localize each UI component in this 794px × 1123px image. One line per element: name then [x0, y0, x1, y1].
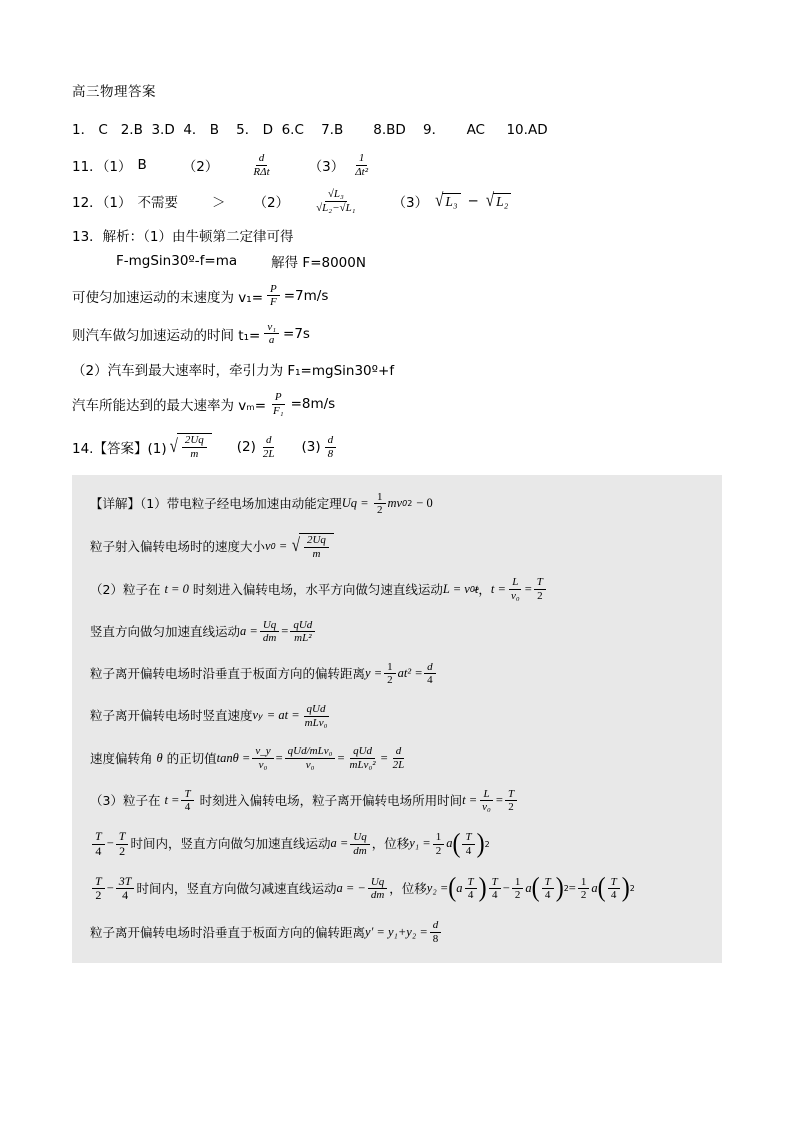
q12-answer-1: 不需要 [137, 195, 179, 212]
question-11 [72, 152, 722, 178]
q12-answer-1b: ＞ [212, 195, 226, 212]
q13-frac-pf: $\frac{P}{F}$ [267, 283, 280, 309]
q11-fraction-2: $\frac{d}{\text{RΔt}}$ [253, 152, 270, 178]
q12-sqrt-a: √ L₃ [435, 193, 460, 210]
question-12 [72, 188, 722, 214]
q11-answer-1: B [137, 157, 147, 174]
q12-label-3: （3） [392, 195, 429, 212]
answer-6: 6.C [281, 122, 304, 138]
detail-line-3: （2）粒子在 t = 0 时刻进入偏转电场，水平方向做匀速直线运动 L = v 0 t ， t = $\frac{L}{\text{v₀}}$ = $\frac{T}{2}$ [90, 576, 708, 602]
q11-label: 11．（1） [72, 159, 132, 176]
q14-frac-2: $\frac{d}{2L}$ [262, 433, 275, 460]
detail-line-2: 粒子射入偏转电场时的速度大小 v 0 = √ $\frac{2Uq}{m}$ [90, 533, 708, 560]
q12-label-2: （2） [253, 195, 290, 212]
question-14: 14.【答案】(1) √ $\frac{2Uq}{m}$ (2) $\frac{d}{2L}$ (3) $\frac{d}{8}$ [72, 433, 722, 460]
q11-fraction-3: $\frac{1}{\text{Δt²}}$ [355, 152, 369, 178]
answer-3: 3.D [151, 122, 175, 138]
q13-line-4: （2）汽车到最大速率时，牵引力为 F₁=mgSin30º+f [72, 363, 395, 380]
detail-line-7: 速度偏转角 θ 的正切值 tanθ = $\frac{v\_y}{\text{v₀}}$ = $\frac{\text{qUd/mLv₀}}{\text{v₀}}$ = $\frac{\text{qUd}}{\text{mLv₀²}}$ = $\frac{d}{2L}$ [90, 745, 405, 772]
answer-8: 8.BD [373, 122, 406, 138]
q12-fraction-2: $\frac{\text{√L₃}}{\text{√L₂−√L₁}}$ [316, 188, 356, 214]
q13-frac-v1a: $\frac{\text{v₁}}{a}$ [264, 321, 279, 347]
q14-frac-3: $\frac{d}{8}$ [325, 434, 337, 460]
detail-line-10: $\frac{T}{2}$ − $\frac{3T}{4}$ 时间内，竖直方向做匀减速直线运动 a = − $\frac{Uq}{dm}$ ，位移 y₂ = ( a $\frac{T}{4}$ ) $\frac{T}{4}$ − $\frac{1}{2}$ a ( $\frac{T}{4}$ ) 2 = $\frac{1}{2}$ a ( $\frac{T}{4}$ ) 2 [90, 875, 708, 904]
q13-frac-pf1: $\frac{P}{\text{F₁}}$ [273, 391, 284, 417]
q13-head: 13．解析：（1）由牛顿第二定律可得 [72, 228, 294, 245]
detail-line-1: 【详解】（1）带电粒子经电场加速由动能定理 Uq = $\frac{1}{2}$ mv 0 2 − 0 [90, 490, 433, 517]
q11-label-3: （3） [308, 159, 345, 176]
answer-10: 10.AD [506, 122, 548, 138]
q13-line-3: 则汽车做匀加速运动的时间 t₁= $\frac{\text{v₁}}{a}$ =7s [72, 320, 310, 347]
detail-line-6: 粒子离开偏转电场时竖直速度 v y = at = $\frac{\text{qUd}}{\text{mLv₀}}$ [90, 703, 328, 729]
q12-label: 12．（1） [72, 195, 132, 212]
q12-sqrt-b: √ L₂ [486, 193, 511, 210]
q13-line-5: 汽车所能达到的最大速率为 vₘ= $\frac{P}{\text{F₁}}$ =8m/s [72, 391, 336, 417]
answer-9: 9． AC [423, 122, 485, 138]
answer-2: 2.B [120, 122, 143, 138]
page-title: 高三物理答案 [72, 84, 156, 100]
detail-line-11: 粒子离开偏转电场时沿垂直于板面方向的偏转距离 y′ = y₁+y₂ = $\frac{d}{8}$ [90, 919, 708, 945]
q14-sqrt-1: √ $\frac{2Uq}{m}$ [170, 433, 212, 460]
q13-line-1: F-mgSin30º-f=ma 解得 F=8000N [116, 252, 366, 271]
detail-line-8: （3）粒子在 t = $\frac{T}{4}$ 时刻进入偏转电场，粒子离开偏转电场所用时间 t = $\frac{L}{\text{v₀}}$ = $\frac{T}{2}$ [90, 788, 708, 814]
detail-line-9: $\frac{T}{4}$ − $\frac{T}{2}$ 时间内，竖直方向做匀加速直线运动 a = $\frac{Uq}{dm}$ ，位移 y₁ = $\frac{1}{2}$ a ( $\frac{T}{4}$ ) 2 [90, 830, 708, 859]
detail-sqrt-v0: √ $\frac{2Uq}{m}$ [292, 533, 334, 560]
detailed-solution-box [72, 475, 722, 964]
answer-1: 1． C [72, 122, 108, 138]
detail-line-4: 竖直方向做匀加速直线运动 a = $\frac{Uq}{dm}$ = $\frac{\text{qUd}}{\text{mL²}}$ [90, 619, 708, 645]
answer-4: 4． B [183, 122, 219, 138]
q13-line-2: 可使匀加速运动的末速度为 v₁= $\frac{P}{F}$ =7m/s [72, 282, 329, 309]
detail-line-5: 粒子离开偏转电场时沿垂直于板面方向的偏转距离 y = $\frac{1}{2}$ at² = $\frac{d}{4}$ [90, 661, 708, 687]
q12-minus: − [467, 193, 479, 210]
objective-answers [72, 118, 722, 138]
q11-label-2: （2） [182, 159, 219, 176]
answer-7: 7.B [321, 122, 344, 138]
answer-5: 5． D [236, 122, 273, 138]
